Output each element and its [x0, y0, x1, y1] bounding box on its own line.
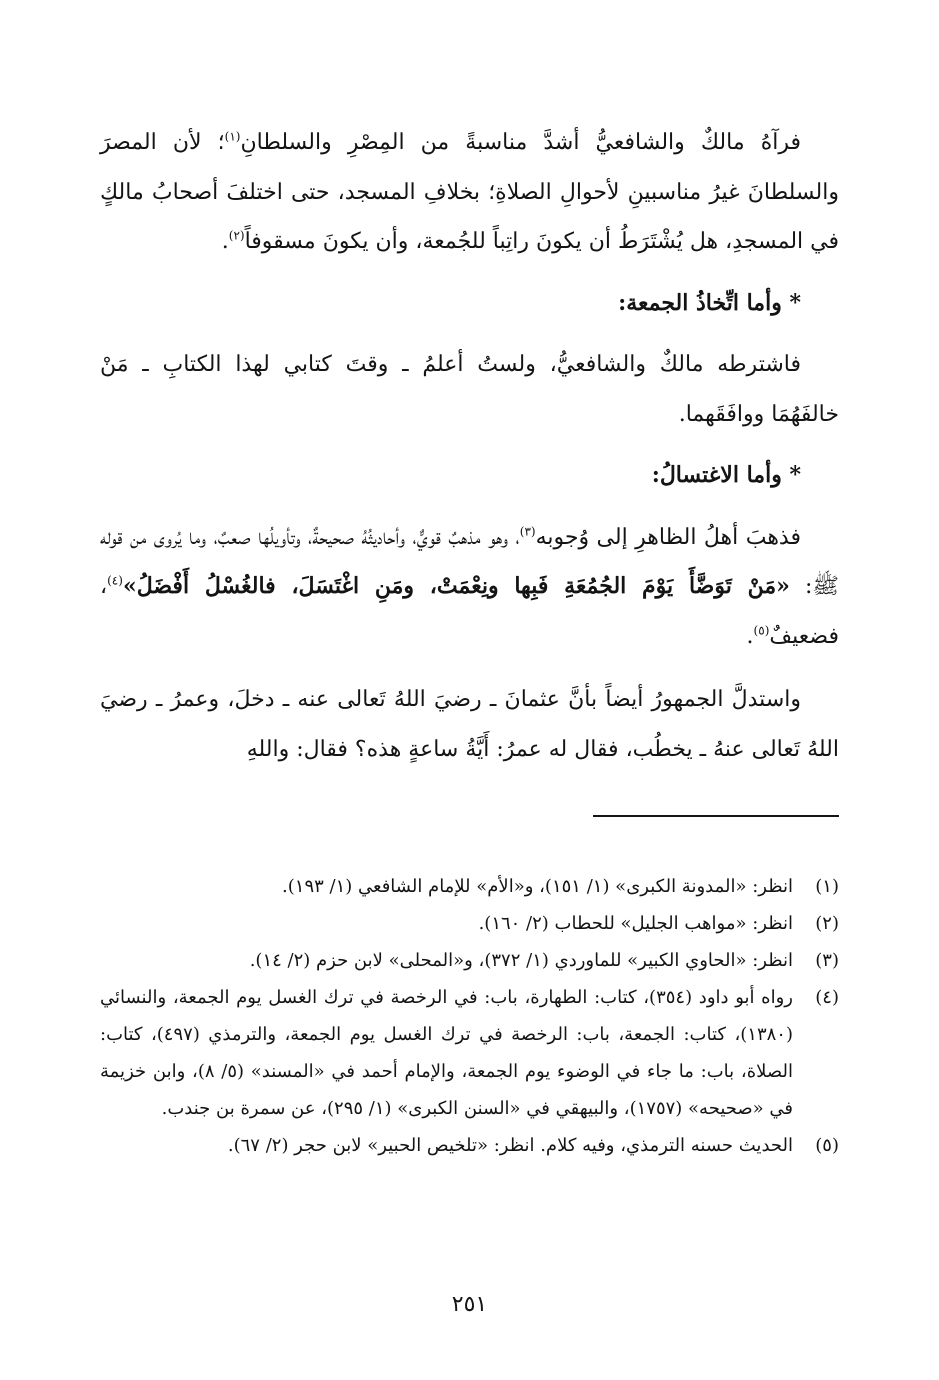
paragraph-3-end: . [746, 623, 754, 649]
paragraph-1 [100, 118, 839, 267]
paragraph-1-rest: ؛ لأن المصرَ والسلطانَ غيرُ مناسبينِ لأحوالِ الصلاةِ؛ بخلافِ المسجد، حتى اختلفَ أصحابُ مالكٍ في المسجدِ، هل يُشْتَرَطُ أن يكونَ راتِباً للجُمعة، وأن يكونَ مسقوفاً [100, 130, 839, 254]
footnote-ref-2: (٢) [228, 228, 245, 243]
footnote-number: (٣) [815, 950, 839, 971]
paragraph-3-text-c: ، فضعيفٌ [100, 574, 839, 649]
footnote-number: (٥) [815, 1135, 839, 1156]
heading-ightisal: * وأما الاغتسالُ: [651, 462, 801, 488]
footnote-number: (٤) [815, 987, 839, 1008]
footnote-4 [100, 979, 839, 1127]
paragraph-gap [100, 661, 839, 675]
paragraph-1-end: . [221, 229, 229, 254]
footnote-3 [100, 942, 839, 979]
footnotes [100, 868, 839, 1164]
footnote-ref-4: (٤) [107, 573, 123, 588]
paragraph-2: فاشترطه مالكٌ والشافعيُّ، ولستُ أعلمُ ـ وقتَ كتابي لهذا الكتابِ ـ مَنْ خالفَهُمَا ووافَقَهما. [100, 352, 839, 427]
heading-ittikhadh: * وأما اتِّخاذُ الجمعة: [618, 289, 801, 316]
footnote-text: انظر: «مواهب الجليل» للحطاب (٢/ ١٦٠). [478, 913, 793, 934]
footnote-ref-3: (٣) [519, 524, 536, 539]
footnote-2 [100, 905, 839, 942]
paragraph-3-text-b: ، وهو مذهبٌ قويٌّ، وأحاديثُهُ صحيحةٌ، وتأويلُها صعبٌ، وما يُروى من قوله ﷺ: [100, 524, 839, 599]
footnote-text: الحديث حسنه الترمذي، وفيه كلام. انظر: «تلخيص الحبير» لابن حجر (٢/ ٦٧). [227, 1135, 793, 1156]
footnote-text: انظر: «المدونة الكبرى» (١/ ١٥١)، و«الأم» للإمام الشافعي (١/ ١٩٣). [282, 876, 793, 897]
footnote-text: رواه أبو داود (٣٥٤)، كتاب: الطهارة، باب: في الرخصة في ترك الغسل يوم الجمعة، والنسائي (١٣٨٠)، كتاب: الجمعة، باب: الرخصة في ترك الغسل يوم الجمعة، والترمذي (٤٩٧)، كتاب: الصلاة، باب: ما جاء في الوضوء يوم الجمعة، والإمام أحمد في «المسند» (٥/ ٨)، وابن خزيمة في «صحيحه» (١٧٥٧)، والبيهقي في «السنن الكبرى» (١/ ٢٩٥)، عن سمرة بن جندب. [100, 987, 793, 1119]
footnote-divider [593, 815, 839, 817]
paragraph-3 [100, 513, 839, 662]
footnote-number: (٢) [815, 913, 839, 934]
paragraph-4: واستدلَّ الجمهورُ أيضاً بأنَّ عثمانَ ـ رضيَ اللهُ تَعالى عنه ـ دخلَ، وعمرُ ـ رضيَ اللهُ تَعالى عنهُ ـ يخطُب، فقال له عمرُ: أَيَّةُ ساعةٍ هذه؟ فقال: واللهِ [100, 687, 839, 762]
footnote-5 [100, 1127, 839, 1164]
page-number: ٢٥١ [451, 1292, 488, 1317]
paragraph-1-text: فرآهُ مالكٌ والشافعيُّ أشدَّ مناسبةً من المِصْرِ والسلطانِ [240, 130, 801, 155]
footnote-1 [100, 868, 839, 905]
footnote-number: (١) [815, 876, 839, 897]
footnote-ref-1: (١) [224, 129, 241, 144]
hadith-quote: «مَنْ تَوَضَّأَ يَوْمَ الجُمُعَةِ فَبِها ونِعْمَتْ، ومَنِ اغْتَسَلَ، فالغُسْلُ أَفْضَلُ» [122, 573, 790, 599]
footnote-text: انظر: «الحاوي الكبير» للماوردي (١/ ٣٧٢)، و«المحلى» لابن حزم (٢/ ١٤). [249, 950, 793, 971]
footnote-ref-5: (٥) [753, 623, 770, 638]
paragraph-3-text-a: فذهبَ أهلُ الظاهرِ إلى وُجوبه [535, 524, 801, 550]
main-text [100, 118, 839, 774]
